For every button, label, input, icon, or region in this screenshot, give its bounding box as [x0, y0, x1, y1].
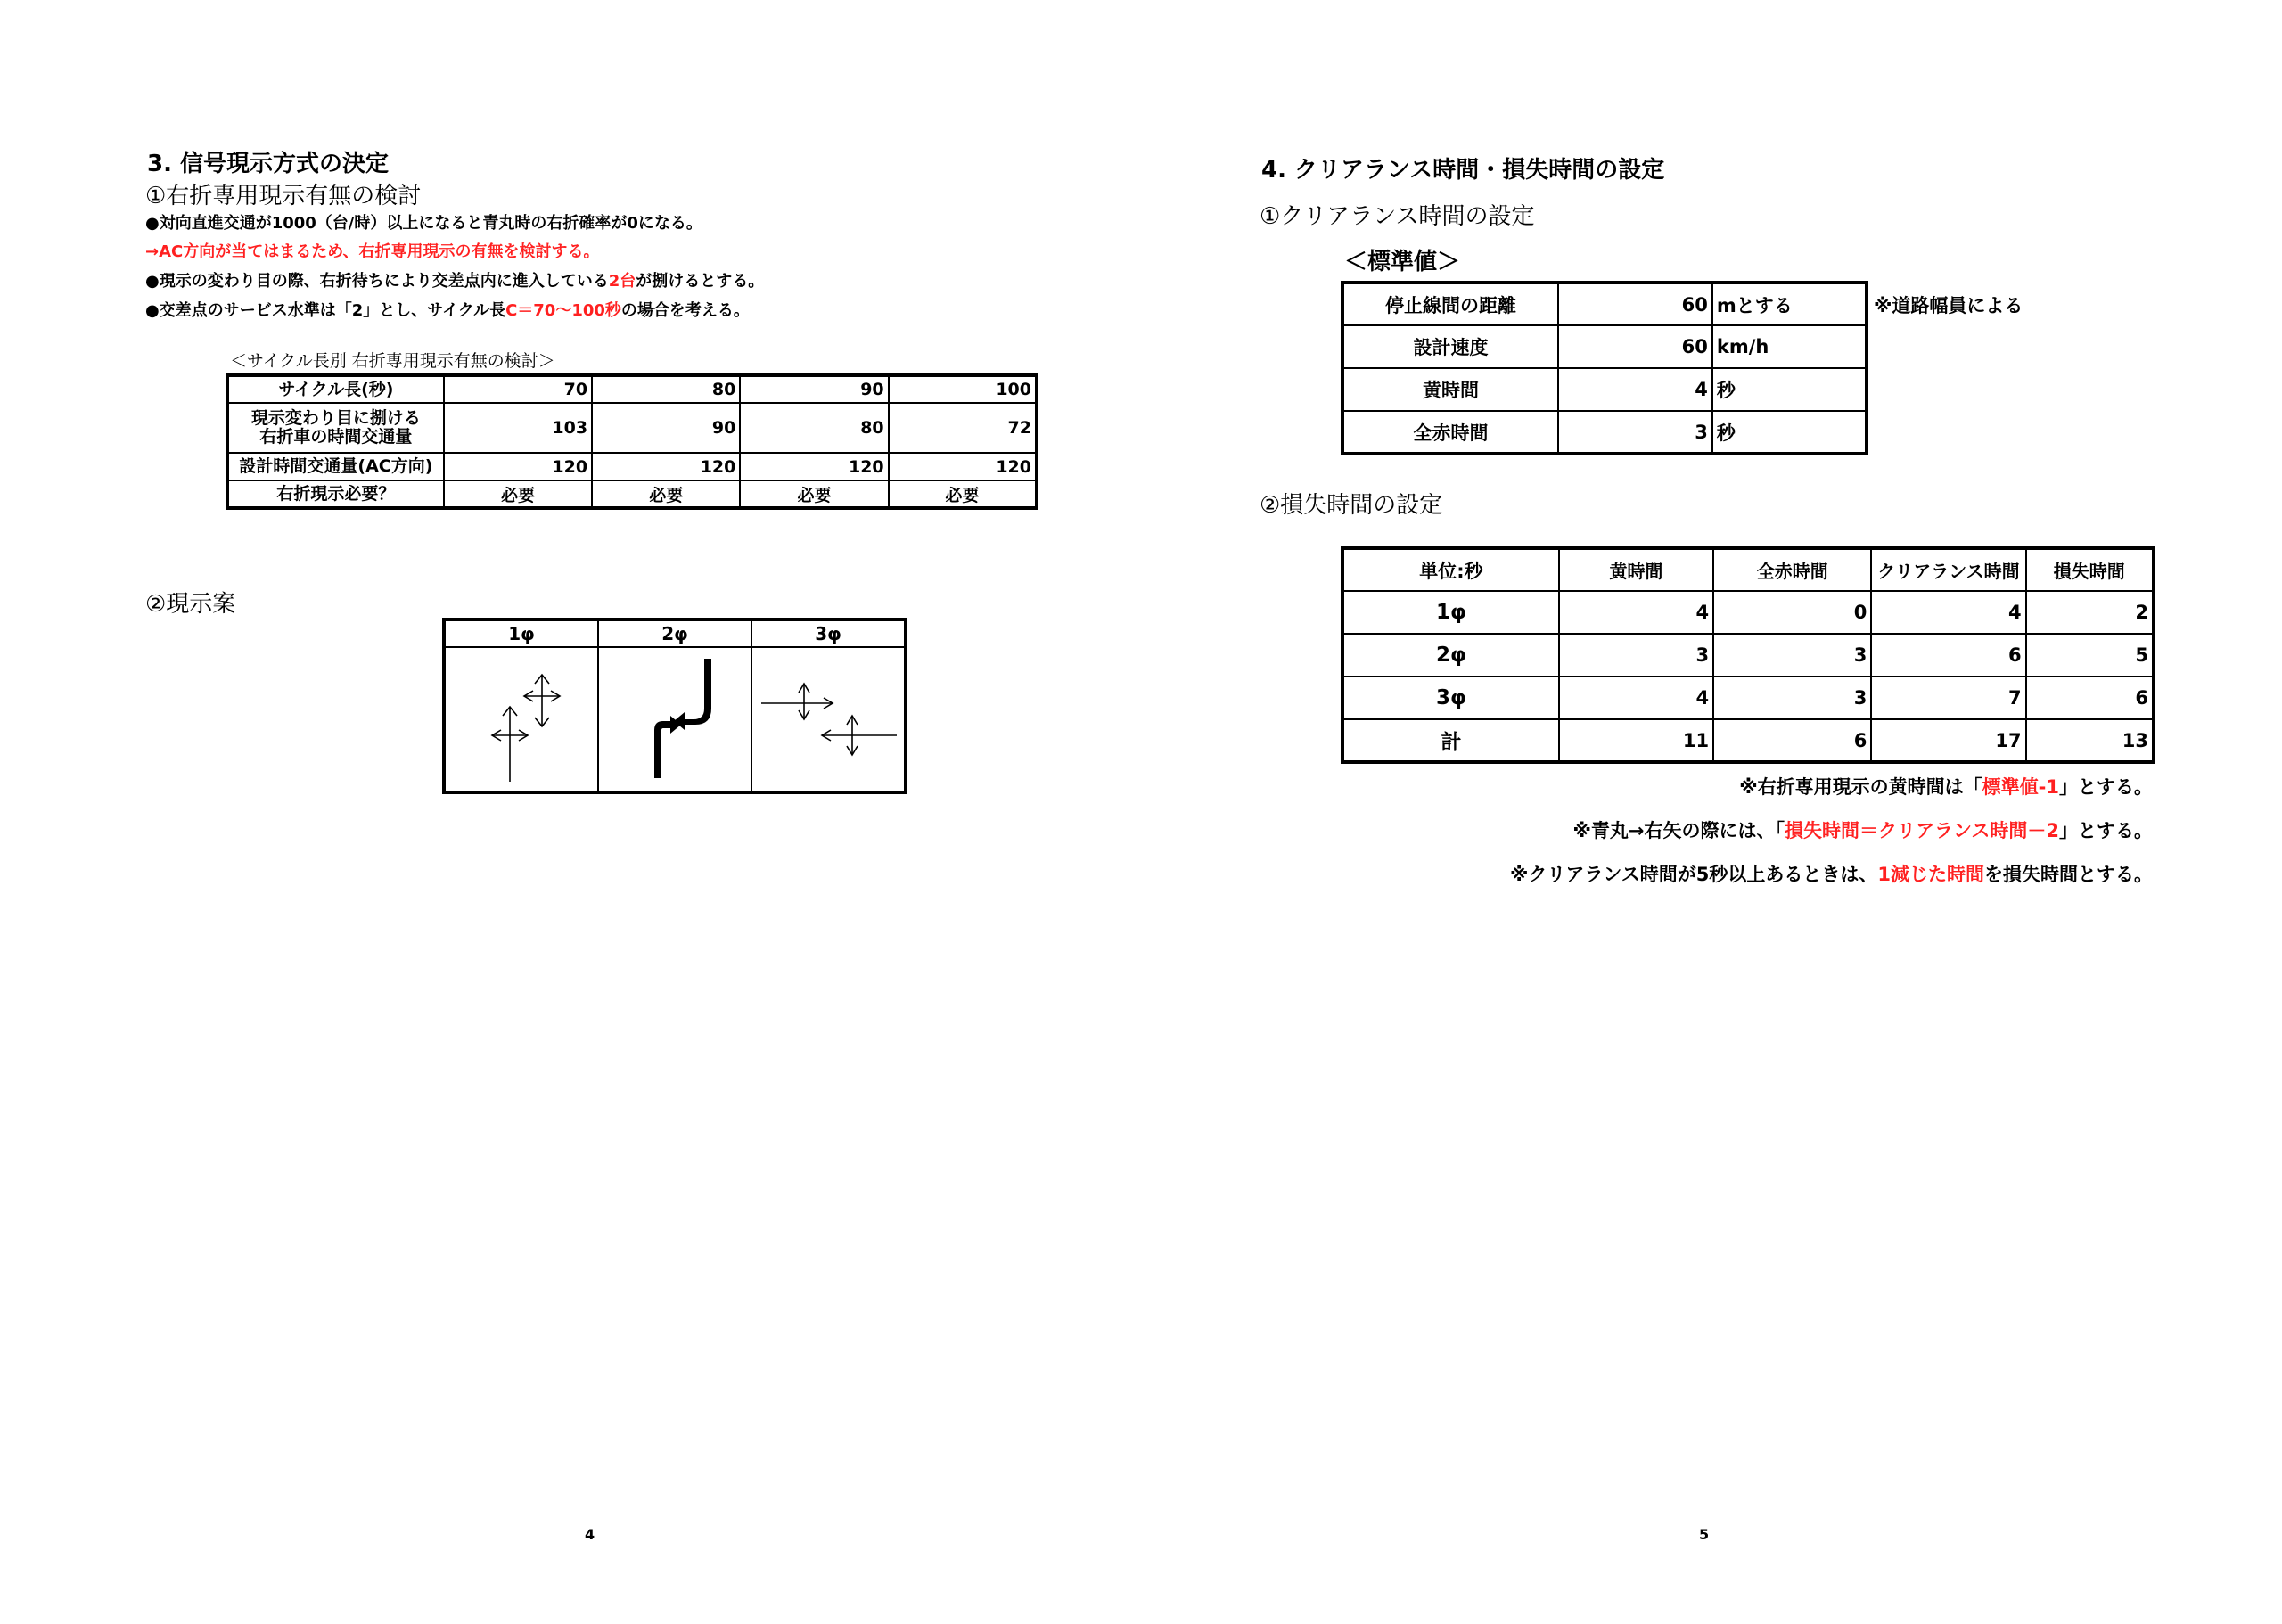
- table1-caption: ＜サイクル長別 右折専用現示有無の検討＞: [230, 351, 555, 371]
- row-label: 3φ: [1342, 677, 1559, 719]
- table-row: [1342, 677, 2154, 719]
- phase-header-1: 1φ: [444, 619, 598, 647]
- table-row: [1342, 325, 1867, 368]
- right-section-title: 4. クリアランス時間・損失時間の設定: [1261, 157, 1665, 184]
- row-label: 計: [1342, 719, 1559, 762]
- note-line: [1510, 860, 2153, 887]
- bullet-line: [145, 268, 764, 291]
- text-segment: を損失時間とする。: [1984, 864, 2153, 885]
- row-label: [227, 403, 444, 453]
- table-cell: 必要: [592, 480, 740, 508]
- standard-value-caption: ＜標準値＞: [1344, 249, 1461, 275]
- bullet-line: [145, 239, 600, 262]
- right-page-number: 5: [1699, 1526, 1710, 1543]
- text-segment: ※右折専用現示の黄時間は「: [1739, 776, 1982, 798]
- left-section-title: 3. 信号現示方式の決定: [147, 151, 390, 177]
- text-segment: ●交差点のサービス水準は「2」とし、サイクル長: [145, 301, 506, 320]
- table-row: [1342, 368, 1867, 411]
- text-segment: ※青丸→右矢の際には、「: [1572, 820, 1785, 841]
- phase-plan-table: [442, 618, 907, 794]
- phase-1-arrows-icon: [446, 648, 597, 786]
- left-subsection-right-turn: ①右折専用現示有無の検討: [145, 183, 422, 209]
- table-row: [227, 453, 1037, 480]
- value-cell: 3: [1558, 411, 1712, 454]
- left-subsection-phase-plan: ②現示案: [145, 591, 236, 618]
- table-cell: 7: [1871, 677, 2025, 719]
- table-cell: 0: [1713, 591, 1871, 634]
- table-cell: 100: [889, 375, 1037, 403]
- table-cell: 2: [2026, 591, 2154, 634]
- label-line: 右折現示必要？: [276, 483, 396, 504]
- table-cell: 6: [1713, 719, 1871, 762]
- note-line: [1573, 816, 2154, 843]
- text-segment: の場合を考える。: [620, 301, 750, 320]
- phase-header-3: 3φ: [751, 619, 906, 647]
- phase-2-right-turn-arrows-icon: [599, 648, 751, 786]
- table-cell: 3: [1559, 634, 1713, 677]
- column-header: クリアランス時間: [1871, 548, 2025, 591]
- phase-2-diagram: [598, 647, 751, 792]
- cycle-length-table: [226, 373, 1038, 510]
- table-cell: 3: [1713, 677, 1871, 719]
- column-header: 損失時間: [2026, 548, 2154, 591]
- table-row: [227, 403, 1037, 453]
- left-page-number: 4: [585, 1526, 595, 1543]
- table-cell: 4: [1871, 591, 2025, 634]
- loss-time-table: [1341, 546, 2155, 764]
- table-cell: 80: [592, 375, 740, 403]
- row-label: [227, 453, 444, 480]
- table-cell: 120: [592, 453, 740, 480]
- table-cell: 必要: [740, 480, 888, 508]
- table-cell: 必要: [889, 480, 1037, 508]
- row-label: [227, 375, 444, 403]
- phase-3-diagram: [751, 647, 906, 792]
- table-cell: 11: [1559, 719, 1713, 762]
- text-segment: C＝70～100秒: [505, 301, 621, 320]
- phase-1-diagram: [444, 647, 598, 792]
- table-row: [1342, 719, 2154, 762]
- table-cell: 6: [1871, 634, 2025, 677]
- table-cell: 90: [592, 403, 740, 453]
- table-row: [1342, 283, 1867, 325]
- label-line: サイクル長(秒): [278, 379, 394, 399]
- table-row: [1342, 411, 1867, 454]
- table-row: [227, 375, 1037, 403]
- text-segment: 」とする。: [2059, 820, 2153, 841]
- unit-cell: mとする: [1712, 283, 1867, 325]
- table-cell: 72: [889, 403, 1037, 453]
- text-segment: 」とする。: [2059, 776, 2153, 798]
- table-row: [1342, 591, 2154, 634]
- unit-cell: 秒: [1712, 411, 1867, 454]
- table-header-row: [1342, 548, 2154, 591]
- table-cell: 17: [1871, 719, 2025, 762]
- table-cell: 103: [444, 403, 592, 453]
- label-line: 右折車の時間交通量: [259, 427, 413, 447]
- row-label: 設計速度: [1342, 325, 1558, 368]
- table-cell: 4: [1559, 677, 1713, 719]
- bullet-line: [145, 210, 702, 234]
- phase-3-arrows-icon: [752, 648, 904, 786]
- column-header: 単位:秒: [1342, 548, 1559, 591]
- text-segment: ●現示の変わり目の際、右折待ちにより交差点内に進入している: [145, 272, 609, 291]
- table-row: [1342, 634, 2154, 677]
- road-width-note: ※道路幅員による: [1874, 295, 2023, 316]
- table-cell: 6: [2026, 677, 2154, 719]
- row-label: 1φ: [1342, 591, 1559, 634]
- table-cell: 80: [740, 403, 888, 453]
- column-header: 全赤時間: [1713, 548, 1871, 591]
- table-cell: 70: [444, 375, 592, 403]
- table-cell: 必要: [444, 480, 592, 508]
- table-cell: 13: [2026, 719, 2154, 762]
- phase-header-2: 2φ: [598, 619, 751, 647]
- value-cell: 60: [1558, 283, 1712, 325]
- row-label: 2φ: [1342, 634, 1559, 677]
- row-label: [227, 480, 444, 508]
- text-segment: ●対向直進交通が1000（台/時）以上になると青丸時の右折確率が0になる。: [145, 214, 702, 233]
- table-cell: 4: [1559, 591, 1713, 634]
- text-segment: が捌けるとする。: [636, 272, 765, 291]
- right-subsection-clearance: ①クリアランス時間の設定: [1260, 203, 1535, 230]
- bullet-line: [145, 298, 750, 321]
- column-header: 黄時間: [1559, 548, 1713, 591]
- table-cell: 120: [444, 453, 592, 480]
- text-segment: ※クリアランス時間が5秒以上あるときは、: [1509, 864, 1878, 885]
- table-row: [227, 480, 1037, 508]
- value-cell: 4: [1558, 368, 1712, 411]
- text-segment: →AC方向が当てはまるため、右折専用現示の有無を検討する。: [145, 242, 600, 261]
- table-cell: 120: [740, 453, 888, 480]
- row-label: 黄時間: [1342, 368, 1558, 411]
- row-label: 全赤時間: [1342, 411, 1558, 454]
- label-line: 現示変わり目に捌ける: [250, 408, 421, 429]
- table-cell: 120: [889, 453, 1037, 480]
- text-segment: 1減じた時間: [1877, 864, 1984, 885]
- table-cell: 90: [740, 375, 888, 403]
- unit-cell: 秒: [1712, 368, 1867, 411]
- clearance-standard-table: [1341, 281, 1868, 455]
- text-segment: 標準値-1: [1982, 776, 2059, 798]
- text-segment: 2台: [608, 272, 636, 291]
- label-line: 設計時間交通量(AC方向): [239, 456, 433, 477]
- row-label: 停止線間の距離: [1342, 283, 1558, 325]
- unit-cell: km/h: [1712, 325, 1867, 368]
- right-subsection-loss-time: ②損失時間の設定: [1260, 492, 1443, 519]
- table-cell: 5: [2026, 634, 2154, 677]
- note-line: [1739, 773, 2153, 800]
- value-cell: 60: [1558, 325, 1712, 368]
- table-cell: 3: [1713, 634, 1871, 677]
- text-segment: 損失時間＝クリアランス時間－2: [1785, 820, 2059, 841]
